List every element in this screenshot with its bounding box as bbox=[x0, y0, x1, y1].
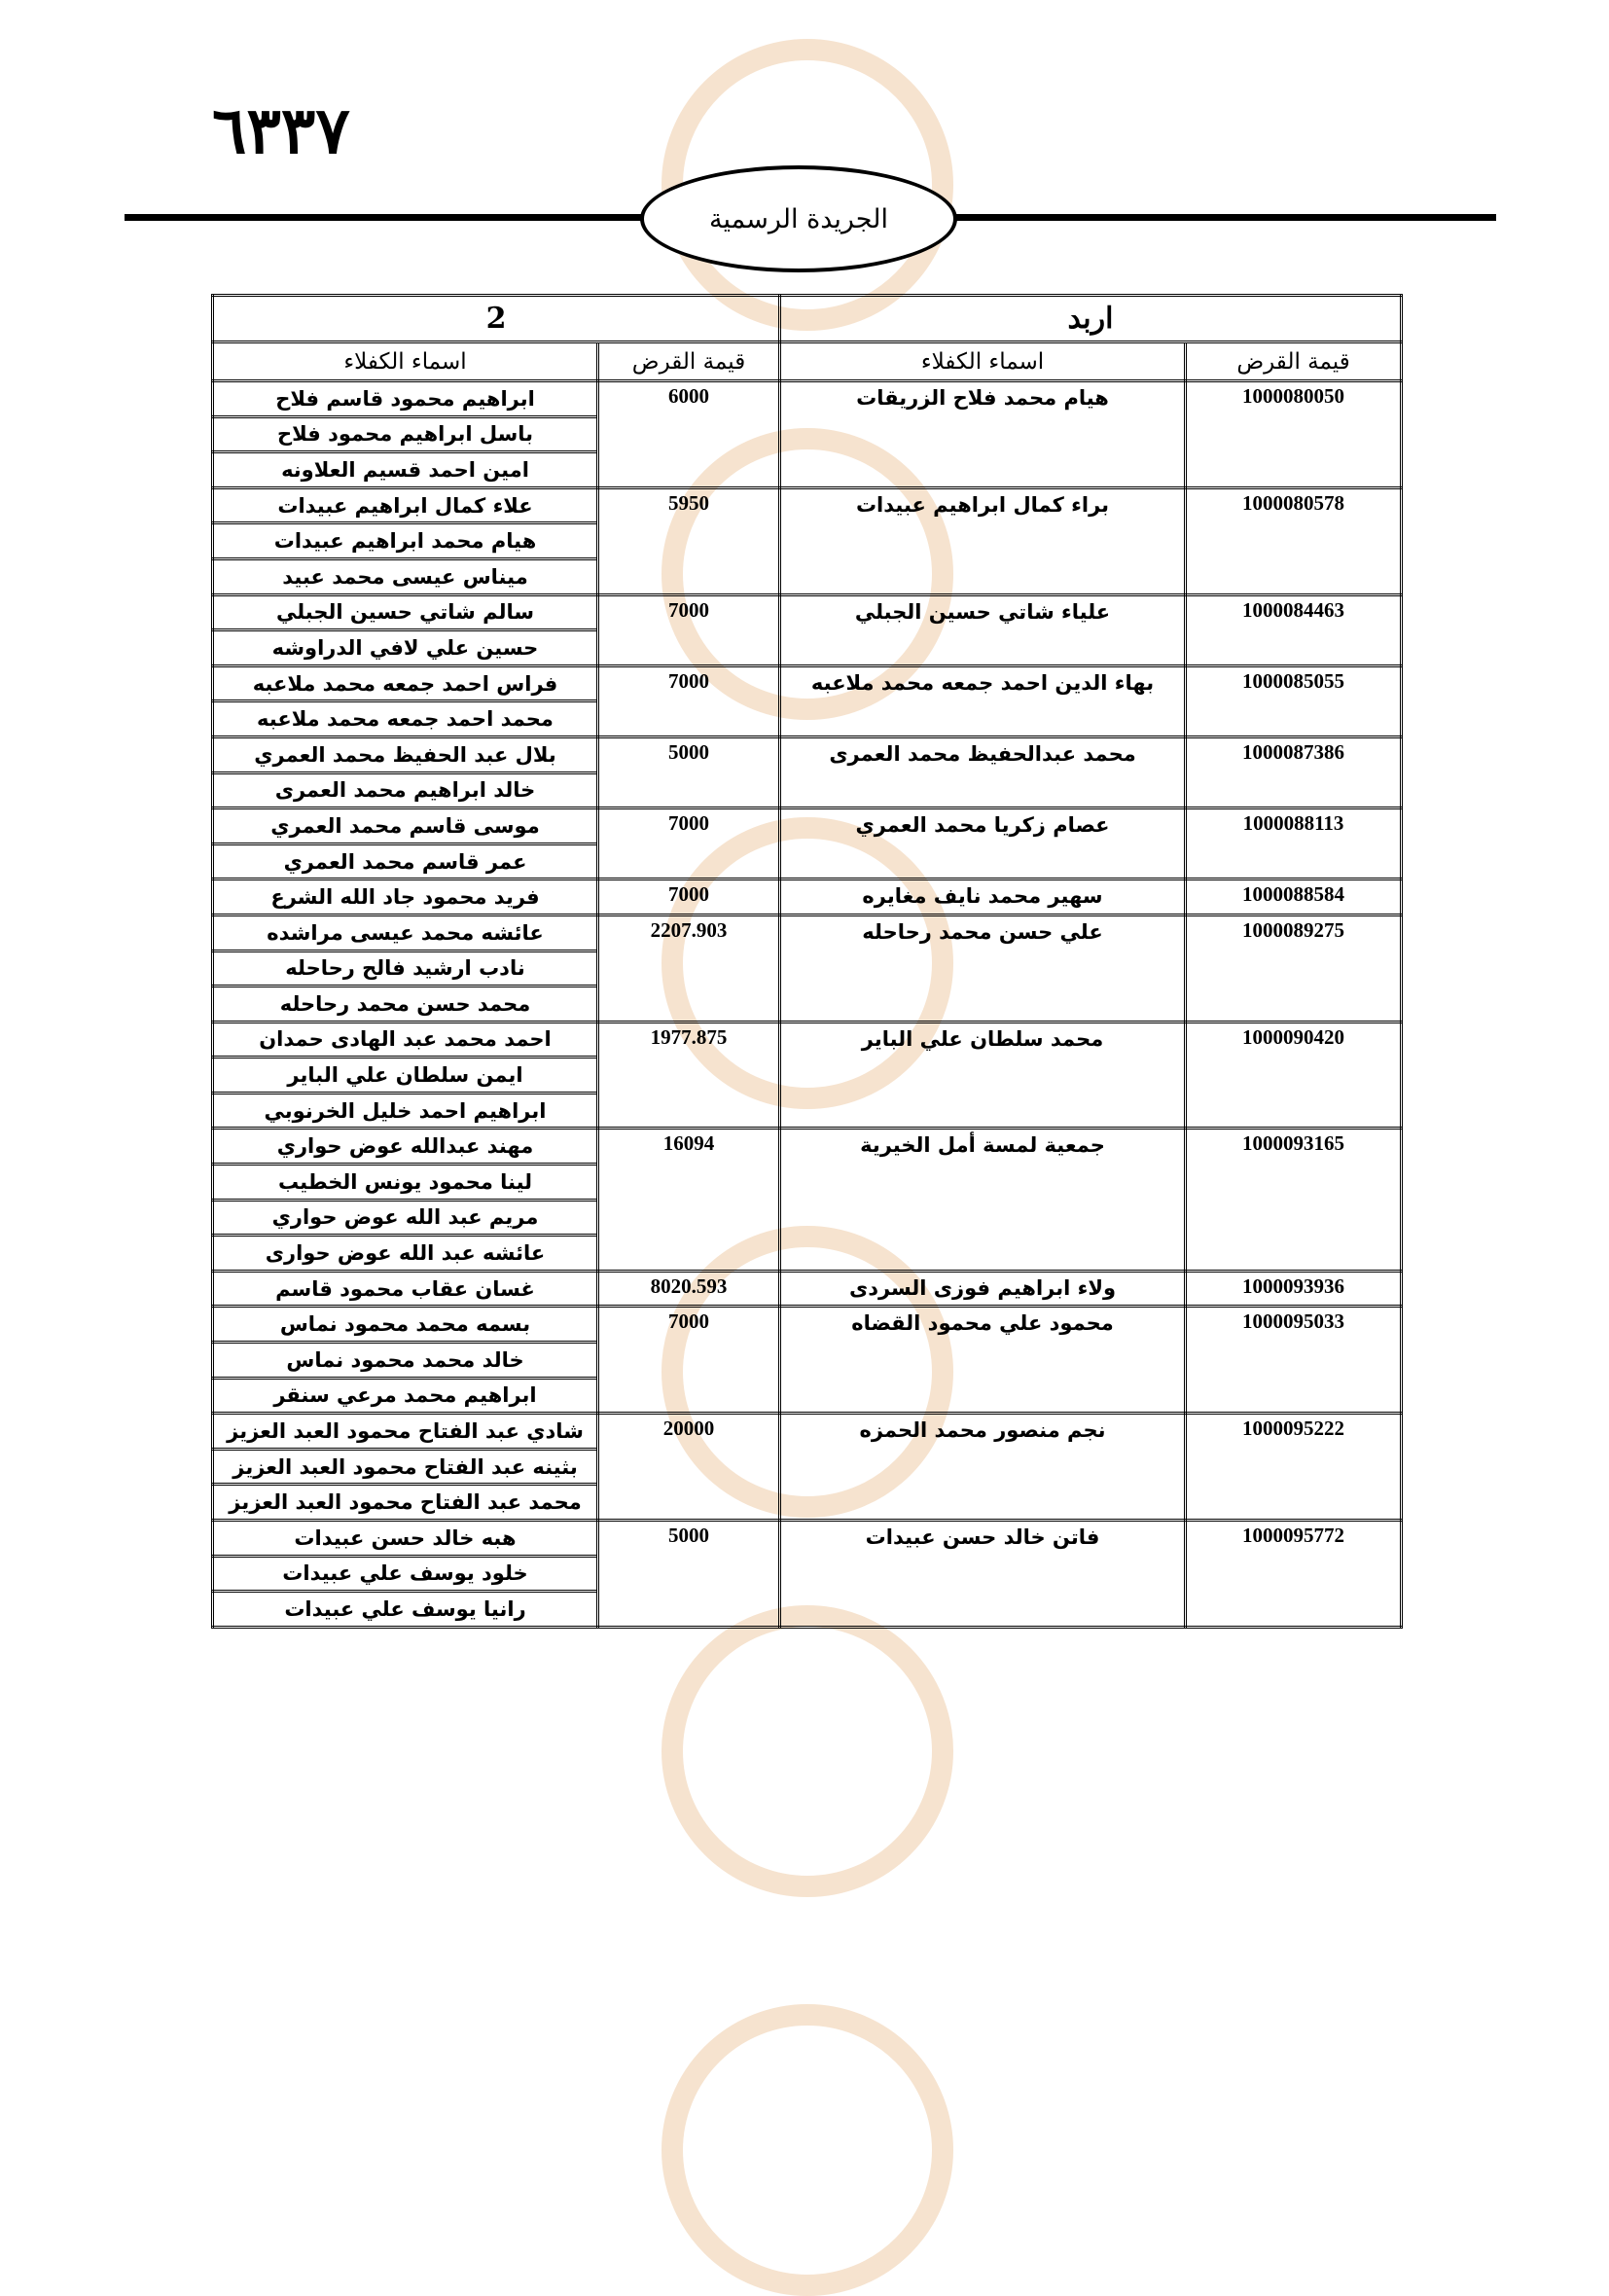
guarantor-name: بلال عبد الحفيظ محمد العمري bbox=[213, 736, 598, 772]
loan-amount: 7000 bbox=[598, 594, 780, 665]
guarantor-name: فريد محمود جاد الله الشرع bbox=[213, 879, 598, 915]
guarantor-name: سالم شاتي حسين الجبلي bbox=[213, 594, 598, 630]
col-header-loan-value: قيمة القرض bbox=[1186, 342, 1402, 381]
loan-amount: 20000 bbox=[598, 1414, 780, 1521]
borrower-name: نجم منصور محمد الحمزه bbox=[780, 1414, 1186, 1521]
guarantor-name: فراس احمد جمعه محمد ملاعبه bbox=[213, 665, 598, 701]
loan-amount: 5000 bbox=[598, 736, 780, 807]
table-row bbox=[213, 381, 1402, 417]
guarantor-name: خالد ابراهيم محمد العمرى bbox=[213, 772, 598, 808]
loan-number: 1000087386 bbox=[1186, 736, 1402, 807]
guarantor-name: محمد عبد الفتاح محمود العبد العزيز bbox=[213, 1485, 598, 1521]
col-header-loan-value-2: قيمة القرض bbox=[598, 342, 780, 381]
guarantor-name: علاء كمال ابراهيم عبيدات bbox=[213, 487, 598, 523]
guarantor-name: ميناس عيسى محمد عبيد bbox=[213, 558, 598, 594]
col-header-guarantors: اسماء الكفلاء bbox=[780, 342, 1186, 381]
guarantor-name: شادي عبد الفتاح محمود العبد العزيز bbox=[213, 1414, 598, 1450]
loans-table bbox=[211, 294, 1403, 1629]
region-heading-2: 2 bbox=[213, 296, 780, 342]
loan-number: 1000093936 bbox=[1186, 1271, 1402, 1307]
loan-number: 1000095033 bbox=[1186, 1307, 1402, 1414]
borrower-name: بهاء الدين احمد جمعه محمد ملاعبه bbox=[780, 665, 1186, 736]
loan-number: 1000080578 bbox=[1186, 487, 1402, 594]
loan-number: 1000080050 bbox=[1186, 381, 1402, 488]
region-heading: اربد bbox=[780, 296, 1402, 342]
table-row bbox=[213, 1414, 1402, 1450]
watermark bbox=[506, 1605, 1109, 1897]
loan-number: 1000084463 bbox=[1186, 594, 1402, 665]
table-row bbox=[213, 594, 1402, 630]
guarantor-name: هبه خالد حسن عبيدات bbox=[213, 1521, 598, 1557]
table-row bbox=[213, 879, 1402, 915]
watermark bbox=[506, 2004, 1109, 2296]
borrower-name: علي حسن محمد رحاحله bbox=[780, 915, 1186, 1022]
borrower-name: ولاء ابراهيم فوزى السردى bbox=[780, 1271, 1186, 1307]
guarantor-name: بسمه محمد محمود نماس bbox=[213, 1307, 598, 1343]
guarantor-name: ابراهيم محمد مرعي سنقر bbox=[213, 1378, 598, 1414]
borrower-name: جمعية لمسة أمل الخيرية bbox=[780, 1129, 1186, 1271]
loan-amount: 1977.875 bbox=[598, 1022, 780, 1129]
loan-amount: 6000 bbox=[598, 381, 780, 488]
guarantor-name: هيام محمد ابراهيم عبيدات bbox=[213, 523, 598, 559]
borrower-name: علياء شاتي حسين الجبلي bbox=[780, 594, 1186, 665]
table-row bbox=[213, 1271, 1402, 1307]
loan-number: 1000088113 bbox=[1186, 808, 1402, 879]
table-row bbox=[213, 808, 1402, 844]
gazette-title: الجريدة الرسمية bbox=[709, 203, 888, 234]
loan-amount: 7000 bbox=[598, 808, 780, 879]
guarantor-name: لينا محمود يونس الخطيب bbox=[213, 1165, 598, 1201]
page-number: ٦٣٣٧ bbox=[212, 92, 350, 168]
guarantor-name: غسان عقاب محمود قاسم bbox=[213, 1271, 598, 1307]
loan-amount: 5000 bbox=[598, 1521, 780, 1628]
borrower-name: محمد عبدالحفيظ محمد العمرى bbox=[780, 736, 1186, 807]
loan-amount: 8020.593 bbox=[598, 1271, 780, 1307]
table-row bbox=[213, 487, 1402, 523]
guarantor-name: ايمن سلطان علي الباير bbox=[213, 1058, 598, 1094]
loan-number: 1000090420 bbox=[1186, 1022, 1402, 1129]
guarantor-name: خالد محمد محمود نماس bbox=[213, 1343, 598, 1379]
loan-amount: 7000 bbox=[598, 879, 780, 915]
table-row bbox=[213, 665, 1402, 701]
guarantor-name: محمد حسن محمد رحاحله bbox=[213, 987, 598, 1022]
guarantor-name: باسل ابراهيم محمود فلاح bbox=[213, 416, 598, 452]
gazette-title-oval bbox=[640, 165, 957, 272]
col-header-guarantors-2: اسماء الكفلاء bbox=[213, 342, 598, 381]
loan-amount: 2207.903 bbox=[598, 915, 780, 1022]
table-row bbox=[213, 1307, 1402, 1343]
borrower-name: محمد سلطان علي الباير bbox=[780, 1022, 1186, 1129]
loan-number: 1000085055 bbox=[1186, 665, 1402, 736]
loan-number: 1000095222 bbox=[1186, 1414, 1402, 1521]
guarantor-name: ابراهيم محمود قاسم فلاح bbox=[213, 381, 598, 417]
borrower-name: محمود علي محمود القضاه bbox=[780, 1307, 1186, 1414]
table-row bbox=[213, 915, 1402, 951]
guarantor-name: خلود يوسف علي عبيدات bbox=[213, 1556, 598, 1592]
guarantor-name: ابراهيم احمد خليل الخرنوبي bbox=[213, 1093, 598, 1129]
loan-number: 1000088584 bbox=[1186, 879, 1402, 915]
borrower-name: فاتن خالد حسن عبيدات bbox=[780, 1521, 1186, 1628]
guarantor-name: مريم عبد الله عوض حواري bbox=[213, 1200, 598, 1236]
borrower-name: براء كمال ابراهيم عبيدات bbox=[780, 487, 1186, 594]
table-row bbox=[213, 1521, 1402, 1557]
table-row bbox=[213, 1129, 1402, 1165]
loan-amount: 7000 bbox=[598, 1307, 780, 1414]
borrower-name: سهير محمد نايف مغايره bbox=[780, 879, 1186, 915]
loan-number: 1000089275 bbox=[1186, 915, 1402, 1022]
loan-number: 1000095772 bbox=[1186, 1521, 1402, 1628]
guarantor-name: امين احمد قسيم العلاونه bbox=[213, 452, 598, 488]
guarantor-name: بثينه عبد الفتاح محمود العبد العزيز bbox=[213, 1449, 598, 1485]
loan-amount: 16094 bbox=[598, 1129, 780, 1271]
borrower-name: هيام محمد فلاح الزريقات bbox=[780, 381, 1186, 488]
guarantor-name: عائشه عبد الله عوض حوارى bbox=[213, 1236, 598, 1272]
guarantor-name: حسين علي لافي الدراوشه bbox=[213, 630, 598, 666]
table-row bbox=[213, 736, 1402, 772]
loan-amount: 7000 bbox=[598, 665, 780, 736]
borrower-name: عصام زكريا محمد العمري bbox=[780, 808, 1186, 879]
guarantor-name: عائشه محمد عيسى مراشده bbox=[213, 915, 598, 951]
loan-number: 1000093165 bbox=[1186, 1129, 1402, 1271]
guarantor-name: موسى قاسم محمد العمري bbox=[213, 808, 598, 844]
guarantor-name: عمر قاسم محمد العمري bbox=[213, 843, 598, 879]
guarantor-name: احمد محمد عبد الهادى حمدان bbox=[213, 1022, 598, 1058]
guarantor-name: مهند عبدالله عوض حواري bbox=[213, 1129, 598, 1165]
guarantor-name: رانيا يوسف علي عبيدات bbox=[213, 1592, 598, 1628]
table-row bbox=[213, 1022, 1402, 1058]
loan-amount: 5950 bbox=[598, 487, 780, 594]
guarantor-name: محمد احمد جمعه محمد ملاعبه bbox=[213, 701, 598, 737]
guarantor-name: نادب ارشيد فالح رحاحله bbox=[213, 951, 598, 987]
